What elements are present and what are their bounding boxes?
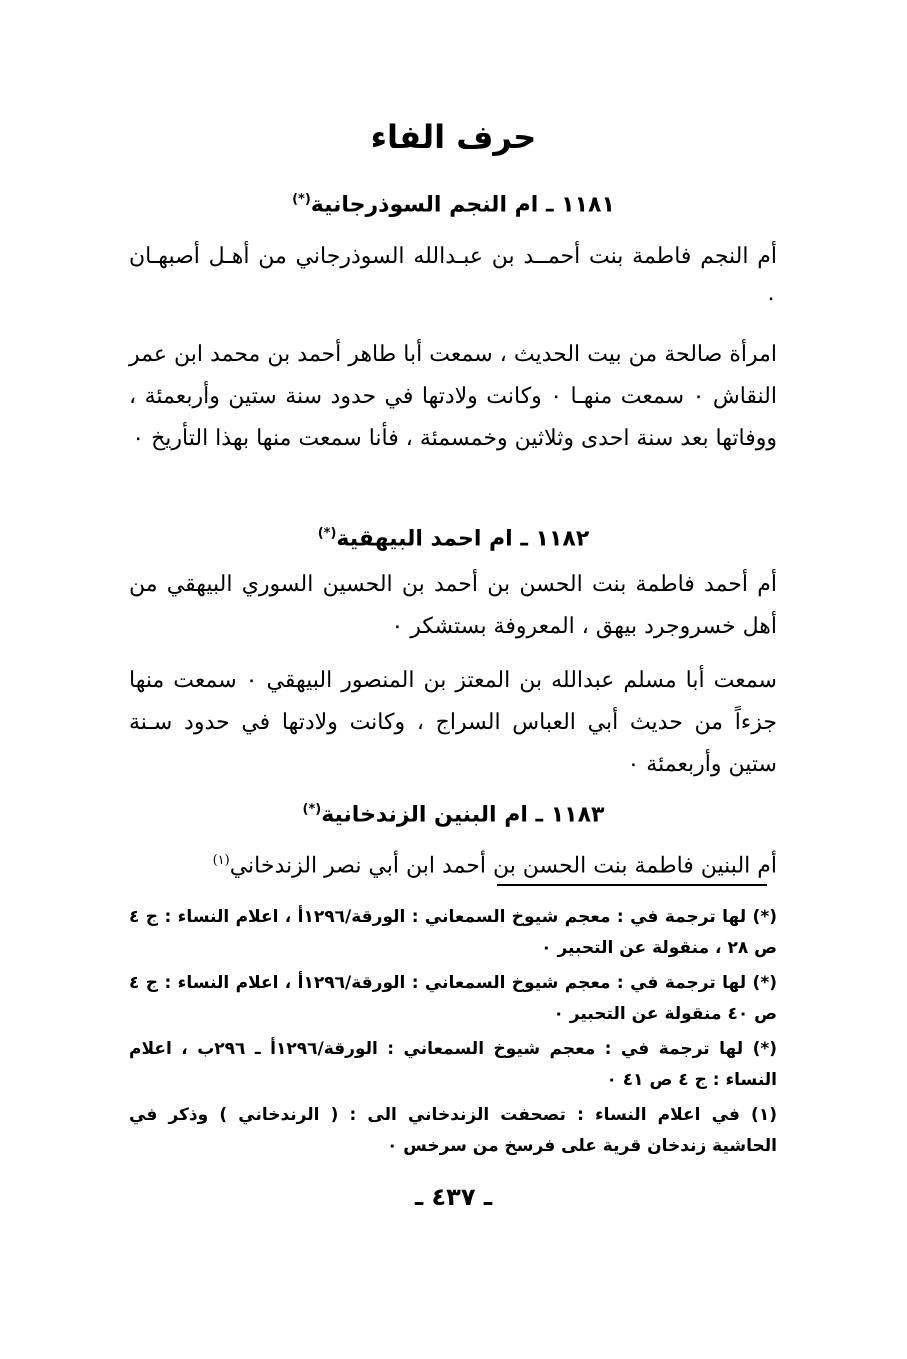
footnote-1: (*) لها ترجمة في : معجم شيوخ السمعاني : الورقة/١٢٩٦أ ، اعلام النساء : ج ٤ ص ٢٨ ، منقولة عن التحبير ٠ [129,907,777,958]
page-number: ـ ٤٣٧ ـ [414,1183,493,1211]
entry-1181-paragraph-2: امرأة صالحة من بيت الحديث ، سمعت أبا طاهر أحمد بن محمد ابن عمر النقاش ٠ سمعت منهـا ٠ وكانت ولادتها في حدود سنة ستين وأربعمئة ، ووفاتها بعد سنة احدى وثلاثين وخمسمئة ، فأنا سمعت منها بهذا التأريخ ٠ [129,342,778,451]
entry-1183-paragraph-1 [129,840,777,887]
entry-heading-1181 [0,192,907,217]
entry-1182-paragraph-1: أم أحمد فاطمة بنت الحسن بن أحمد بن الحسين السوري البيهقي من أهل خسروجرد بيهق ، المعروفة بستشكر ٠ [129,572,777,639]
footnote-ref: (١) [212,853,230,868]
entry-1183-text: أم البنين فاطمة بنت الحسن بن أحمد ابن أبي نصر الزندخاني [229,853,777,879]
footnote-marker: (*) [292,192,311,207]
footnote-marker: (*) [302,802,322,817]
entry-1181-paragraph-1: أم النجم فاطمة بنت أحمــد بن عبـدالله السوذرجاني من أهـل أصبهـان ٠ [129,244,777,311]
footnote-marker: (*) [317,526,337,541]
entry-heading-1183 [0,802,907,827]
entry-1182-paragraph-2: سمعت أبا مسلم عبدالله بن المعتز بن المنصور البيهقي ٠ سمعت منها جزءاً من حديث أبي العباس السراج ، وكانت ولادتها في حدود سـنة ستين وأربعمئة ٠ [129,668,777,777]
entry-heading-1182 [0,526,907,551]
entry-heading-text: ١١٨٣ ـ ام البنين الزندخانية [321,802,605,828]
footnote-4: (١) في اعلام النساء : تصحفت الزندخاني الى : ( الرندخاني ) وذكر في الحاشية زندخان قرية على فرسخ من سرخس ٠ [129,1105,777,1156]
footnote-3: (*) لها ترجمة في : معجم شيوخ السمعاني : الورقة/١٢٩٦أ ـ ٢٩٦ب ، اعلام النساء : ج ٤ ص ٤١ ٠ [129,1039,777,1090]
chapter-title: حرف الفاء [370,118,537,156]
entry-heading-text: ١١٨٢ ـ ام احمد البيهقية [336,526,590,552]
entry-heading-text: ١١٨١ ـ ام النجم السوذرجانية [310,192,615,218]
footnote-2: (*) لها ترجمة في : معجم شيوخ السمعاني : الورقة/١٢٩٦أ ، اعلام النساء : ج ٤ ص ٤٠ منقولة عن التحبير ٠ [129,973,777,1024]
footnote-divider [497,884,767,886]
